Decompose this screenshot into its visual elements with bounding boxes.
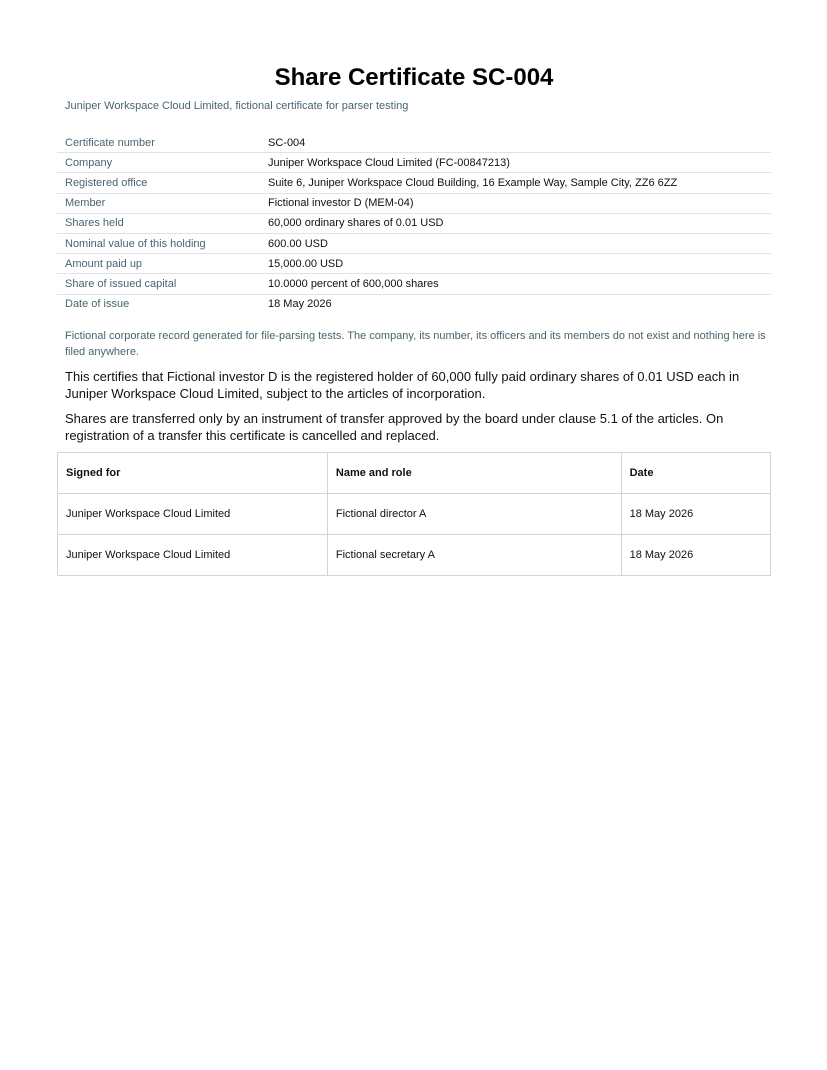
detail-row	[57, 213, 771, 233]
date-cell: 18 May 2026	[621, 535, 770, 576]
detail-label: Member	[57, 193, 260, 213]
detail-value: Suite 6, Juniper Workspace Cloud Building, 16 Example Way, Sample City, ZZ6 6ZZ	[260, 173, 771, 193]
signatures-header-row	[58, 453, 771, 494]
column-header-name-and-role: Name and role	[327, 453, 621, 494]
detail-value: 600.00 USD	[260, 233, 771, 253]
certificate-details-table	[57, 133, 771, 314]
detail-value: 15,000.00 USD	[260, 254, 771, 274]
detail-value: 60,000 ordinary shares of 0.01 USD	[260, 213, 771, 233]
detail-row	[57, 153, 771, 173]
certification-paragraph: This certifies that Fictional investor D is the registered holder of 60,000 fully paid ordinary shares of 0.01 USD each in Juniper Workspace Cloud Limited, subject to the articles of incorporation.	[65, 369, 740, 401]
detail-value: SC-004	[260, 133, 771, 153]
detail-label: Registered office	[57, 173, 260, 193]
detail-row	[57, 173, 771, 193]
table-row	[58, 494, 771, 535]
detail-label: Certificate number	[57, 133, 260, 153]
page-subtitle: Juniper Workspace Cloud Limited, fictional certificate for parser testing	[65, 100, 409, 112]
transfer-paragraph: Shares are transferred only by an instrument of transfer approved by the board under clause 5.1 of the articles. On registration of a transfer this certificate is cancelled and replaced.	[65, 411, 724, 443]
detail-label: Nominal value of this holding	[57, 233, 260, 253]
table-row	[58, 535, 771, 576]
detail-row	[57, 274, 771, 294]
detail-label: Share of issued capital	[57, 274, 260, 294]
detail-row	[57, 294, 771, 314]
fiction-disclaimer-note: Fictional corporate record generated for file-parsing tests. The company, its number, its officers and its members do not exist and nothing here is filed anywhere.	[65, 330, 766, 358]
signed-for-cell: Juniper Workspace Cloud Limited	[58, 535, 328, 576]
page-title: Share Certificate SC-004	[274, 64, 554, 91]
detail-label: Date of issue	[65, 298, 130, 311]
name-and-role-cell: Fictional secretary A	[327, 535, 621, 576]
detail-value: 10.0000 percent of 600,000 shares	[260, 274, 771, 294]
detail-value: 18 May 2026	[268, 298, 332, 311]
signatures-table	[57, 452, 771, 576]
detail-label: Amount paid up	[57, 254, 260, 274]
detail-label: Company	[57, 153, 260, 173]
column-header-signed-for: Signed for	[58, 453, 328, 494]
name-and-role-cell: Fictional director A	[327, 494, 621, 535]
detail-row	[57, 193, 771, 213]
detail-row	[57, 254, 771, 274]
detail-value: Juniper Workspace Cloud Limited (FC-00847213)	[260, 153, 771, 173]
signed-for-cell: Juniper Workspace Cloud Limited	[58, 494, 328, 535]
detail-row	[57, 233, 771, 253]
detail-value: Fictional investor D (MEM-04)	[260, 193, 771, 213]
detail-row	[57, 133, 771, 153]
detail-label: Shares held	[57, 213, 260, 233]
column-header-date: Date	[621, 453, 770, 494]
date-cell: 18 May 2026	[621, 494, 770, 535]
